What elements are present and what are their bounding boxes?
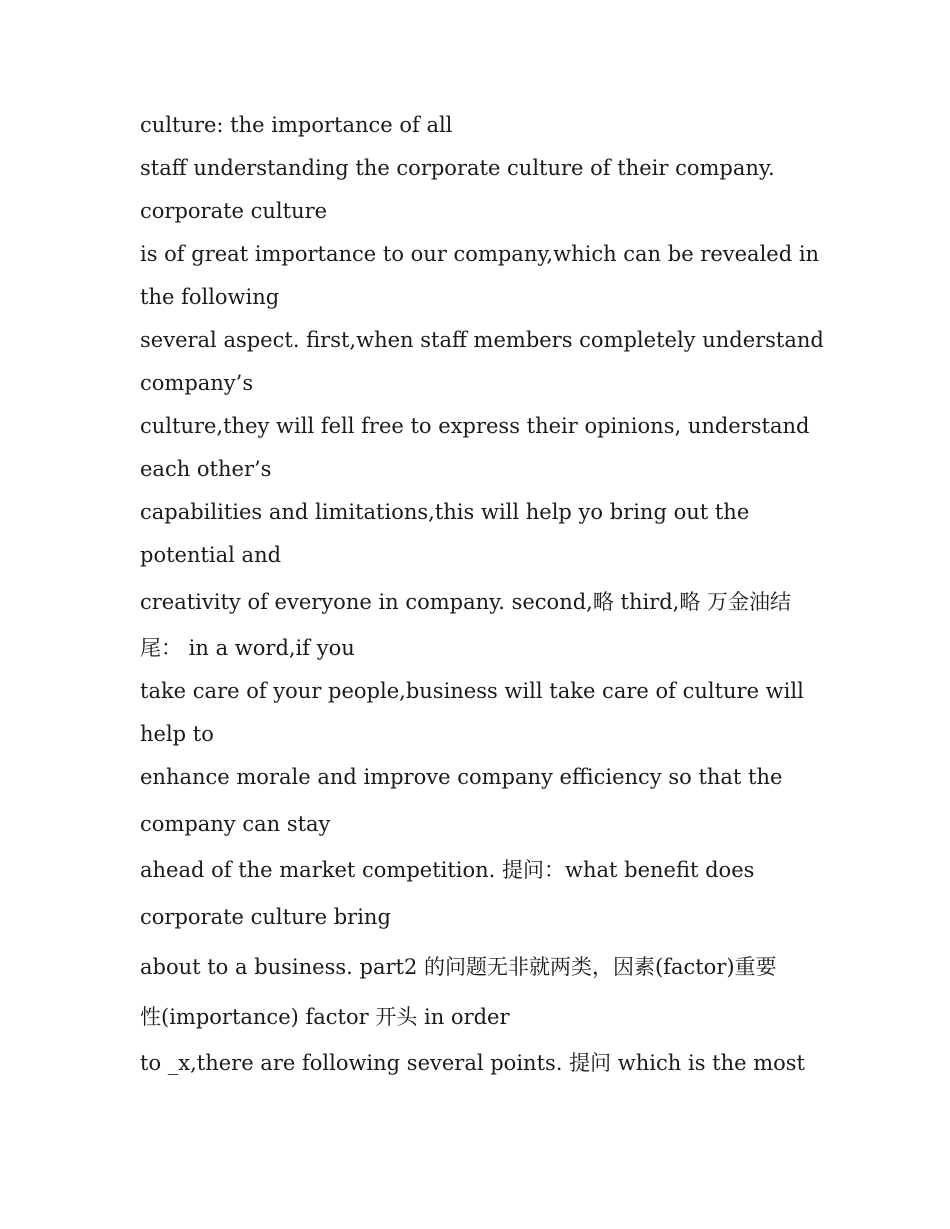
text-line: company can stay — [140, 812, 331, 836]
text-line: each other’s — [140, 457, 272, 481]
text-line: 尾： in a word,if you — [140, 636, 355, 660]
text-line: the following — [140, 285, 280, 309]
text-line: creativity of everyone in company. second,略 third,略 万金油结 — [140, 590, 792, 614]
text-line: potential and — [140, 543, 282, 567]
text-line: take care of your people,business will take care of culture will — [140, 679, 804, 703]
text-line: about to a business. part2 的问题无非就两类，因素(factor)重要 — [140, 955, 777, 979]
document-body — [140, 104, 824, 1085]
text-line: corporate culture — [140, 199, 328, 223]
text-line: capabilities and limitations,this will help yo bring out the — [140, 500, 750, 524]
text-line: help to — [140, 722, 214, 746]
text-line: company’s — [140, 371, 254, 395]
text-line: culture,they will fell free to express their opinions, understand — [140, 414, 810, 438]
text-line: ahead of the market competition. 提问：what benefit does — [140, 858, 755, 882]
text-line: is of great importance to our company,which can be revealed in — [140, 242, 820, 266]
text-line: 性(importance) factor 开头 in order — [140, 1005, 510, 1029]
text-line: corporate culture bring — [140, 905, 391, 929]
text-line: enhance morale and improve company efficiency so that the — [140, 765, 783, 789]
text-line: to _x,there are following several points. 提问 which is the most — [140, 1051, 805, 1075]
text-line: culture: the importance of all — [140, 113, 453, 137]
text-line: staff understanding the corporate culture of their company. — [140, 156, 775, 180]
text-line: several aspect. first,when staff members completely understand — [140, 328, 824, 352]
